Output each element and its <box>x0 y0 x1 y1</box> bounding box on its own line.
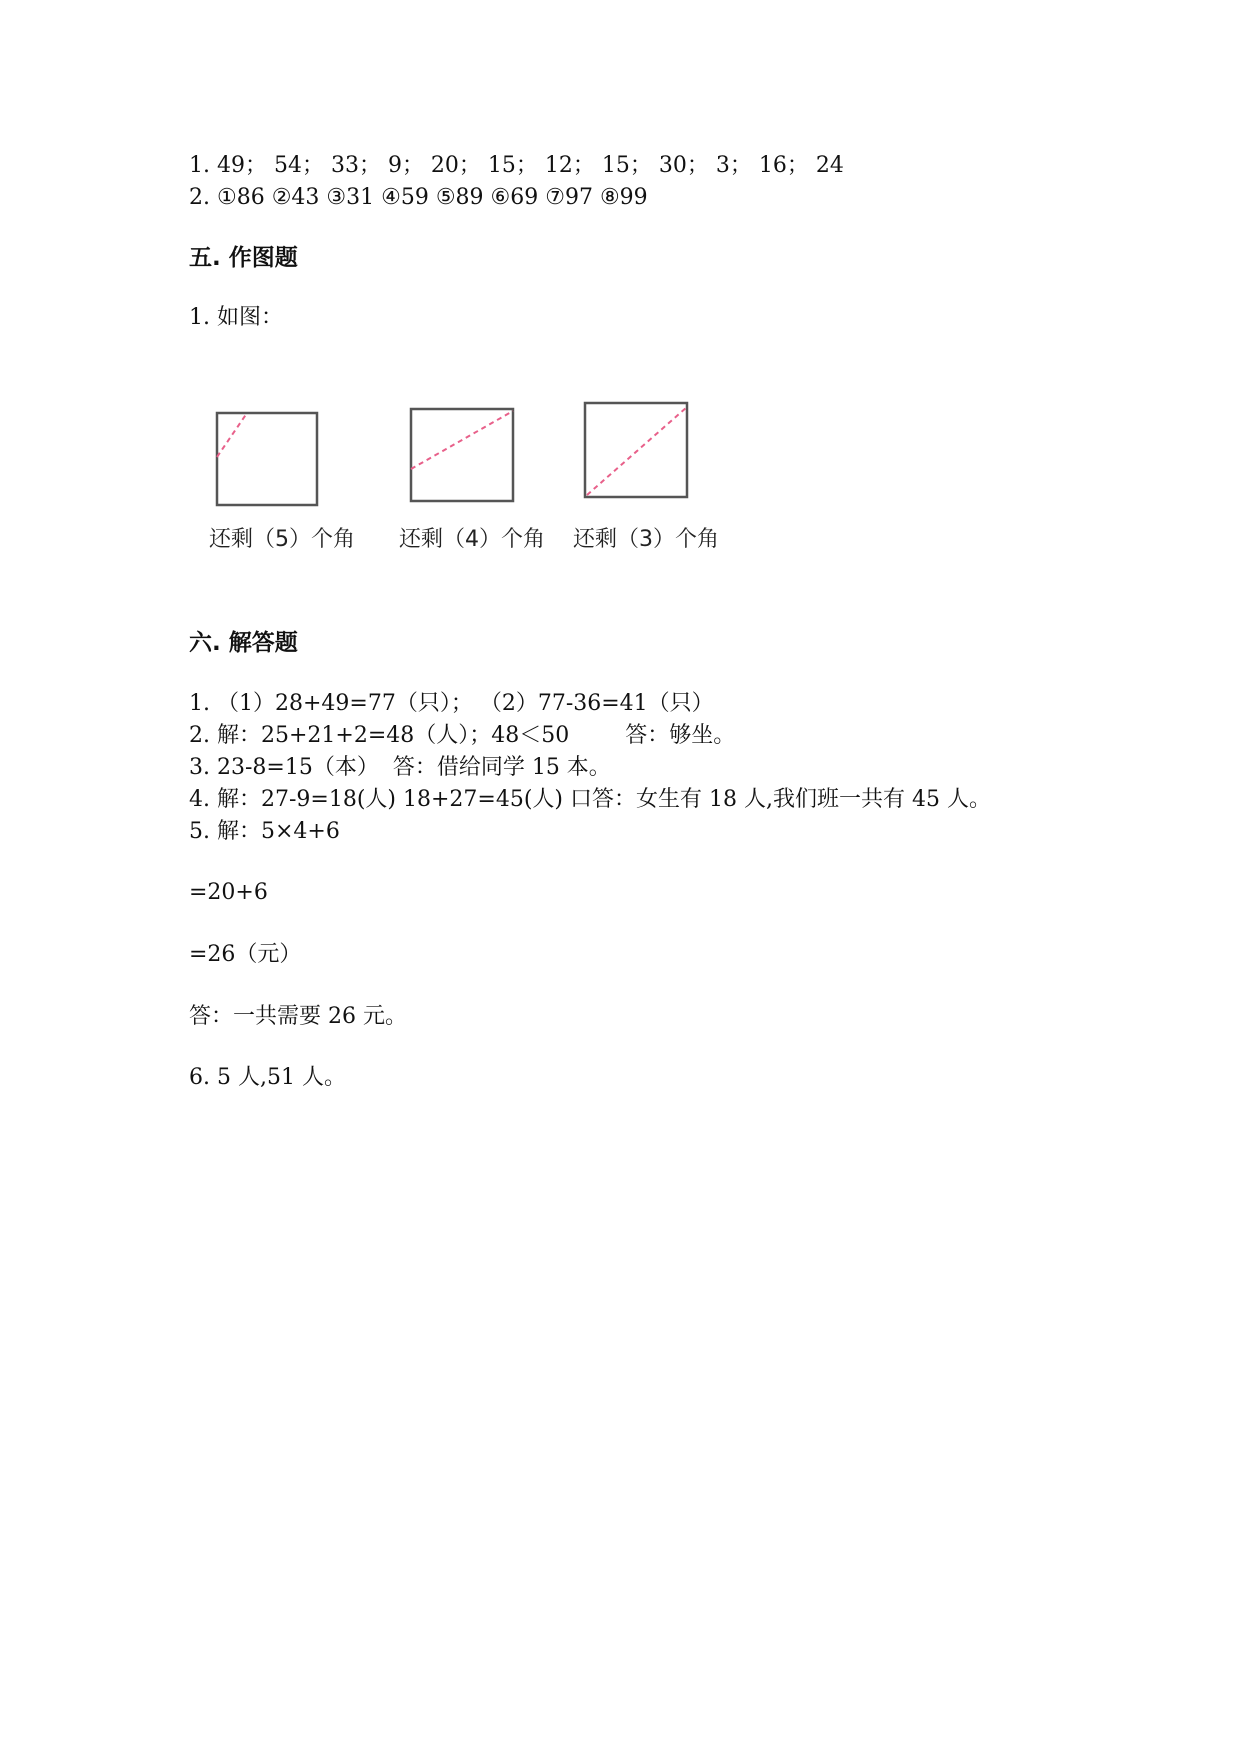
solution-line-1: 1. （1）28+49=77（只）； （2）77-36=41（只） <box>189 691 714 716</box>
answer-line-1: 1. 49； 54； 33； 9； 20； 15； 12； 15； 30； 3； 16； 24 <box>189 153 844 178</box>
solution-line-4: 4. 解：27-9=18(人) 18+27=45(人) 口答：女生有 18 人,我们班一共有 45 人。 <box>189 787 991 812</box>
squares-diagram <box>205 395 745 525</box>
answer-line-2: 2. ①86 ②43 ③31 ④59 ⑤89 ⑥69 ⑦97 ⑧99 <box>189 185 648 210</box>
solution-5-step-1: =20+6 <box>189 880 268 905</box>
solution-5-answer: 答：一共需要 26 元。 <box>189 1004 407 1029</box>
square-3 <box>585 403 687 497</box>
corner-cut-figure <box>205 395 745 565</box>
caption-2: 还剩（4）个角 <box>399 527 545 552</box>
square-2 <box>411 409 513 501</box>
solution-line-3: 3. 23-8=15（本） 答：借给同学 15 本。 <box>189 755 611 780</box>
cut-line-2 <box>411 411 513 469</box>
solution-5-step-2: =26（元） <box>189 942 302 967</box>
section-6-heading: 六. 解答题 <box>189 630 298 656</box>
caption-1: 还剩（5）个角 <box>209 527 355 552</box>
drawing-item-1: 1. 如图： <box>189 305 283 330</box>
caption-3: 还剩（3）个角 <box>573 527 719 552</box>
square-1 <box>217 413 317 505</box>
section-5-heading: 五. 作图题 <box>189 245 298 271</box>
solution-line-5: 5. 解：5×4+6 <box>189 819 340 844</box>
solution-line-6: 6. 5 人,51 人。 <box>189 1065 346 1090</box>
cut-line-1 <box>217 413 247 457</box>
cut-line-3 <box>587 407 687 495</box>
solution-line-2: 2. 解：25+21+2=48（人）；48＜50 答：够坐。 <box>189 723 736 748</box>
